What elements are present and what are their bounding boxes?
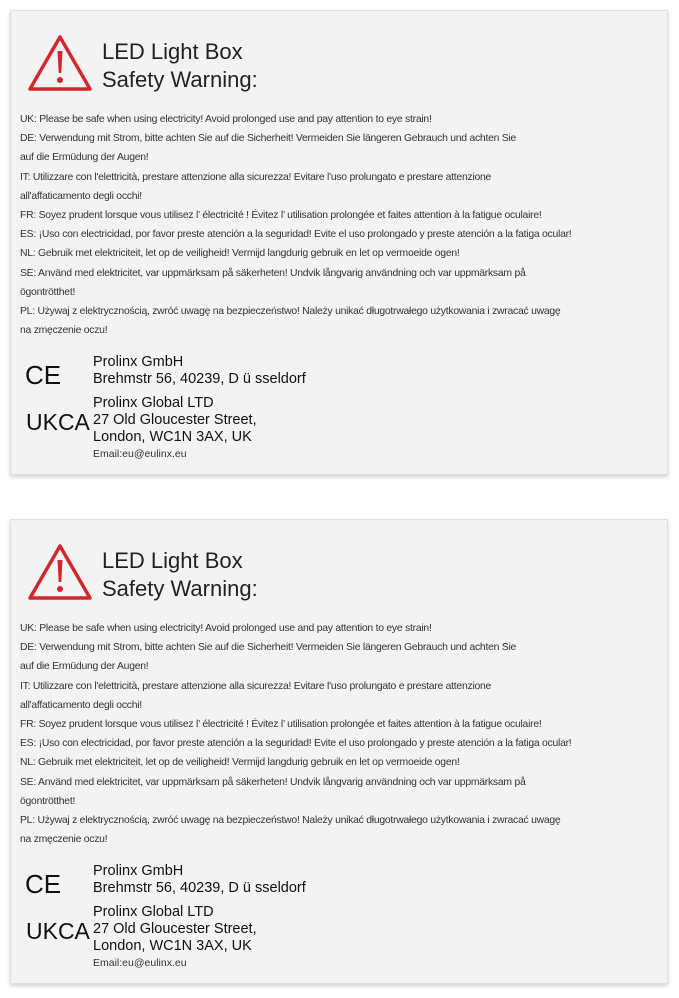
title-line-1: LED Light Box xyxy=(102,39,243,64)
warning-line: NL: Gebruik met elektriciteit, let op de veiligheid! Vermijd langdurig gebruik en let op vermoeide ogen! xyxy=(20,757,460,769)
warning-line: SE: Använd med elektricitet, var uppmärksam på säkerheten! Undvik långvarig användning och var uppmärksam på xyxy=(20,776,526,788)
warning-line: auf die Ermüdung der Augen! xyxy=(20,152,149,164)
warning-line: ögontrötthet! xyxy=(20,286,76,298)
ce-mark: CE xyxy=(25,360,62,390)
warning-line: DE: Verwendung mit Strom, bitte achten Sie auf die Sicherheit! Vermeiden Sie längeren Gebrauch und achten Sie xyxy=(20,133,517,145)
address-line: Prolinx GmbH xyxy=(93,354,184,370)
warning-triangle-icon xyxy=(26,542,94,602)
address-line: London, WC1N 3AX, UK xyxy=(93,938,252,954)
email-text: Email:eu@eulinx.eu xyxy=(93,448,187,460)
warning-text xyxy=(20,110,670,340)
safety-warning-label xyxy=(10,10,668,475)
warning-line: all'affaticamento degli occhi! xyxy=(20,699,142,711)
title-line-2: Safety Warning: xyxy=(102,67,258,92)
warning-line: FR: Soyez prudent lorsque vous utilisez l’ électricité ! Évitez l’ utilisation prolongée et faites attention à la fatigue oculaire! xyxy=(20,719,542,731)
warning-line: ES: ¡Uso con electricidad, por favor preste atención a la seguridad! Evite el uso prolongado y preste atención a la fatiga ocular! xyxy=(20,738,572,750)
address-line: Prolinx Global LTD xyxy=(93,904,214,920)
warning-line: IT: Utilizzare con l'elettricità, prestare attenzione alla sicurezza! Evitare l'uso prolungato e prestare attenzione xyxy=(20,680,492,692)
warning-line: DE: Verwendung mit Strom, bitte achten Sie auf die Sicherheit! Vermeiden Sie längeren Gebrauch und achten Sie xyxy=(20,642,517,654)
address-line: London, WC1N 3AX, UK xyxy=(93,429,252,445)
warning-line: UK: Please be safe when using electricity! Avoid prolonged use and pay attention to eye strain! xyxy=(20,114,432,125)
address-line: 27 Old Gloucester Street, xyxy=(93,921,257,937)
safety-warning-label xyxy=(10,519,668,984)
eu-address xyxy=(93,354,306,388)
ukca-mark: UKCA xyxy=(26,918,90,944)
address-line: 27 Old Gloucester Street, xyxy=(93,412,257,428)
title-line-2: Safety Warning: xyxy=(102,576,258,601)
address-line: Brehmstr 56, 40239, D ü sseldorf xyxy=(93,371,306,387)
ce-mark: CE xyxy=(25,869,62,899)
address-line: Brehmstr 56, 40239, D ü sseldorf xyxy=(93,880,306,896)
warning-triangle-icon xyxy=(26,33,94,93)
address-line: Prolinx GmbH xyxy=(93,863,184,879)
warning-line: na zmęczenie oczu! xyxy=(20,834,108,846)
ukca-mark: UKCA xyxy=(26,409,90,435)
email-text: Email:eu@eulinx.eu xyxy=(93,957,187,969)
uk-address xyxy=(93,395,257,446)
warning-text xyxy=(20,619,670,849)
uk-address xyxy=(93,904,257,955)
warning-line: UK: Please be safe when using electricity! Avoid prolonged use and pay attention to eye strain! xyxy=(20,623,432,634)
warning-line: SE: Använd med elektricitet, var uppmärksam på säkerheten! Undvik långvarig användning och var uppmärksam på xyxy=(20,267,526,279)
eu-address xyxy=(93,863,306,897)
warning-line: FR: Soyez prudent lorsque vous utilisez l’ électricité ! Évitez l’ utilisation prolongée et faites attention à la fatigue oculaire! xyxy=(20,210,542,222)
address-line: Prolinx Global LTD xyxy=(93,395,214,411)
warning-line: auf die Ermüdung der Augen! xyxy=(20,661,149,673)
title-line-1: LED Light Box xyxy=(102,548,243,573)
warning-line: na zmęczenie oczu! xyxy=(20,325,108,337)
warning-line: PL: Używaj z elektrycznością, zwróć uwagę na bezpieczeństwo! Należy unikać długotrwałego użytkowania i zwracać uwagę xyxy=(20,306,561,318)
warning-line: PL: Używaj z elektrycznością, zwróć uwagę na bezpieczeństwo! Należy unikać długotrwałego użytkowania i zwracać uwagę xyxy=(20,815,561,827)
label-title xyxy=(102,38,258,94)
warning-line: ES: ¡Uso con electricidad, por favor preste atención a la seguridad! Evite el uso prolongado y preste atención a la fatiga ocular! xyxy=(20,229,572,241)
label-title xyxy=(102,547,258,603)
warning-line: NL: Gebruik met elektriciteit, let op de veiligheid! Vermijd langdurig gebruik en let op vermoeide ogen! xyxy=(20,248,460,260)
warning-line: IT: Utilizzare con l'elettricità, prestare attenzione alla sicurezza! Evitare l'uso prolungato e prestare attenzione xyxy=(20,171,492,183)
warning-line: ögontrötthet! xyxy=(20,795,76,807)
warning-line: all'affaticamento degli occhi! xyxy=(20,190,142,202)
